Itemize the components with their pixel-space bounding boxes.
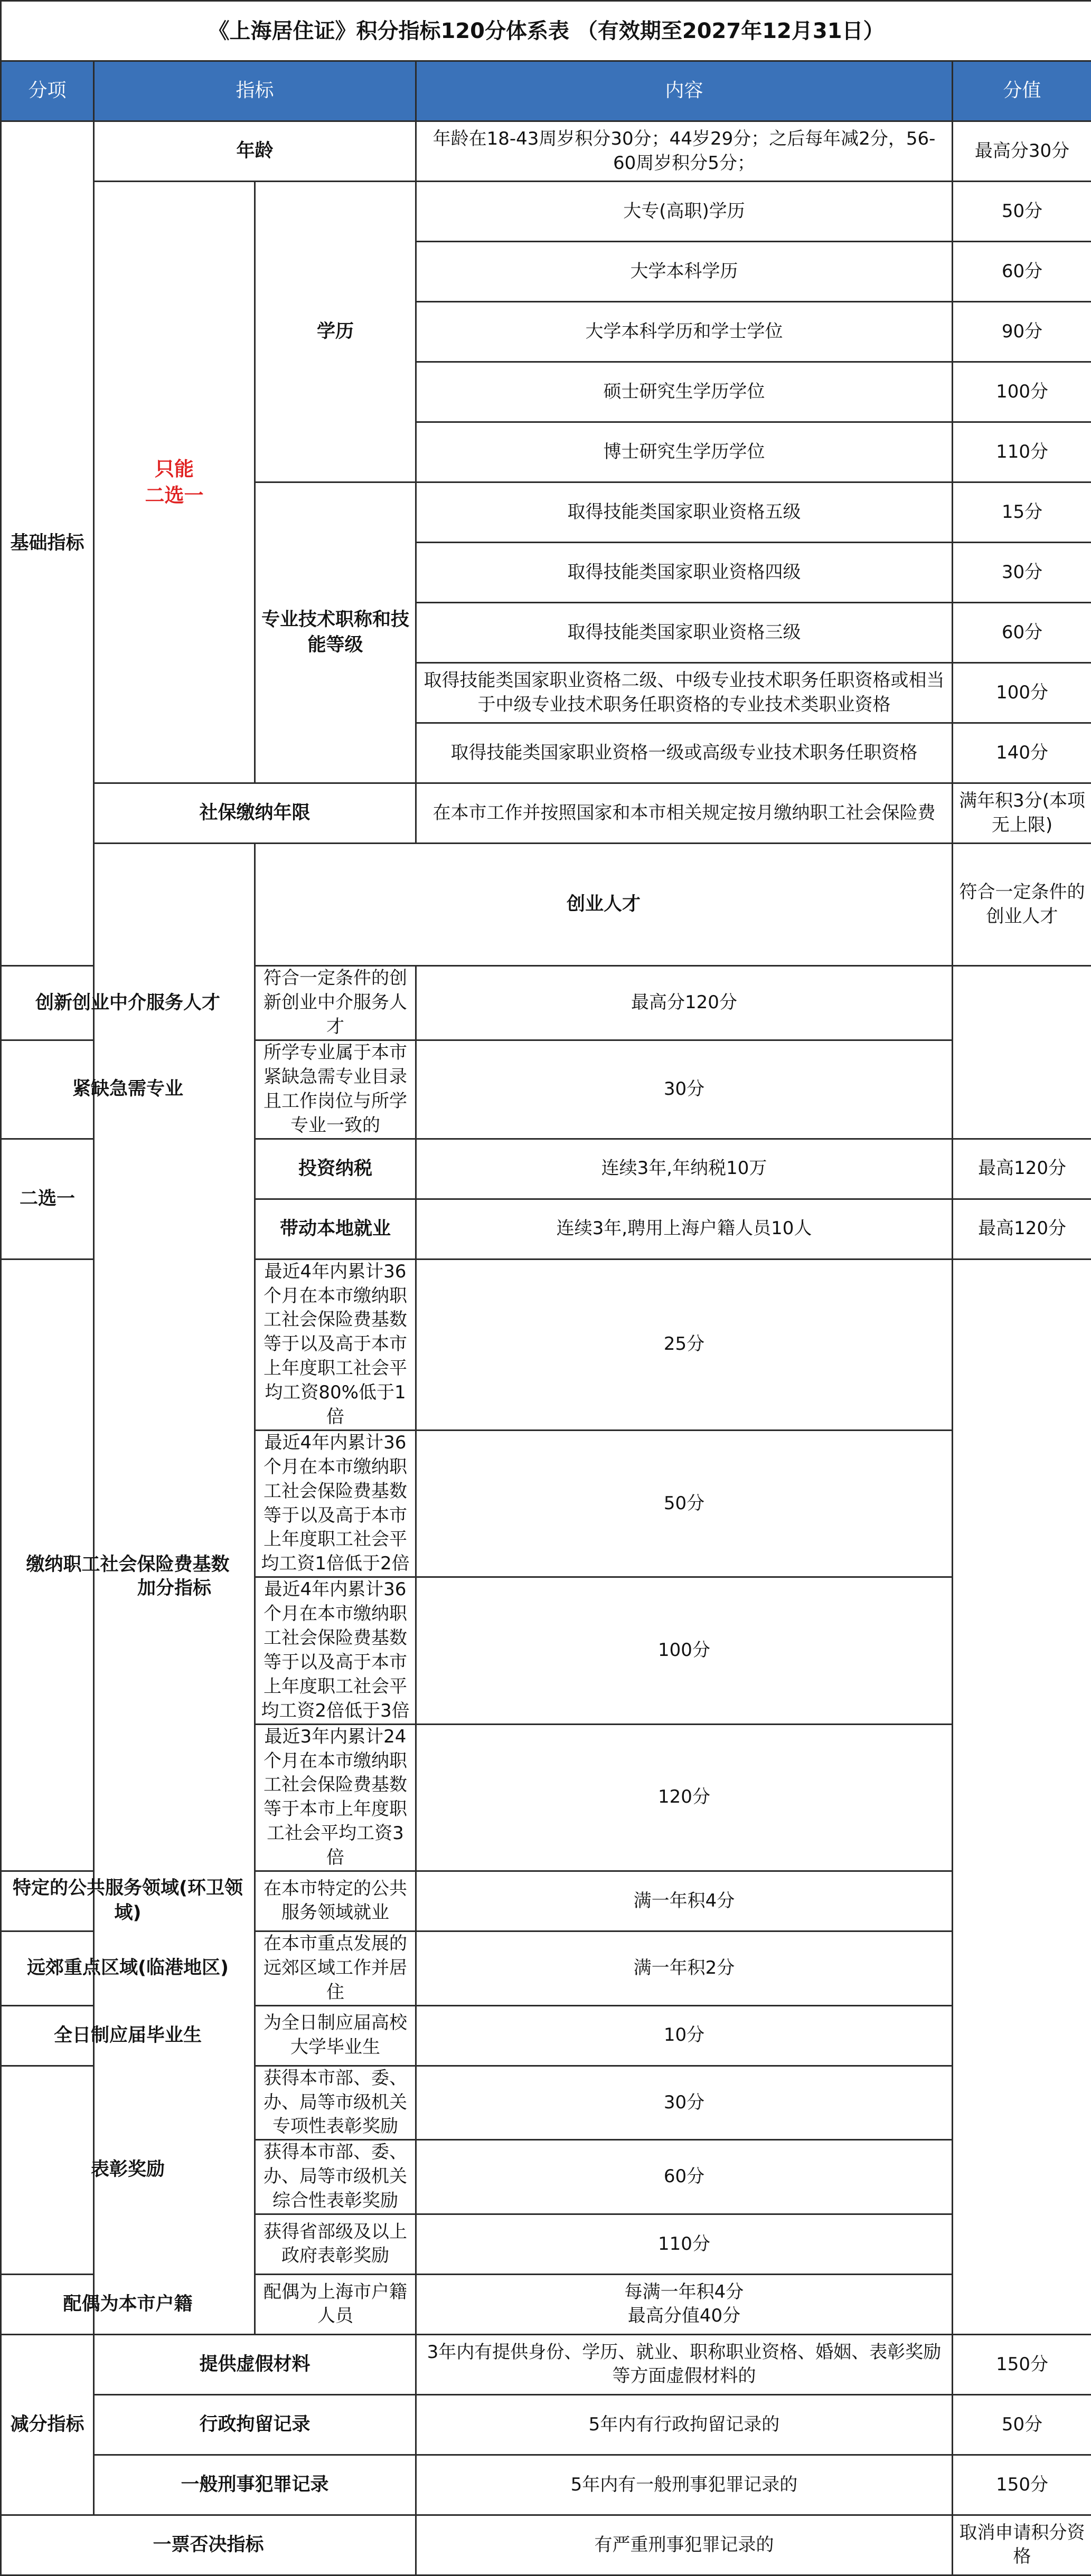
table-row [1,121,1091,182]
content-skills-2: 取得技能类国家职业资格三级 [416,603,953,663]
score-insurance-2: 100分 [416,1577,953,1724]
category-deduct: 减分指标 [1,2334,94,2515]
content-education-0: 大专(高职)学历 [416,182,953,242]
table-title: 《上海居住证》积分指标120分体系表 （有效期至2027年12月31日） [1,1,1091,61]
indicator-insurance: 缴纳职工社会保险费基数 [1,1259,255,1871]
category-basic: 基础指标 [1,121,94,966]
table-row [1,2455,1091,2515]
header-row [1,61,1091,121]
score-insurance-1: 50分 [416,1430,953,1577]
table-row [1,1871,1091,1931]
score-intermediary: 最高分120分 [416,966,953,1040]
indicator-criminal: 一般刑事犯罪记录 [94,2455,416,2515]
score-public-service: 满一年积4分 [416,1871,953,1931]
score-fake: 150分 [953,2334,1091,2394]
content-award-0: 获得本市部、委、办、局等市级机关专项性表彰奖励 [255,2066,416,2140]
content-entrepreneur: 符合一定条件的创业人才 [953,844,1091,966]
score-suburb: 满一年积2分 [416,1931,953,2005]
score-education-0: 50分 [953,182,1091,242]
score-detention: 50分 [953,2394,1091,2455]
score-social: 满年积3分(本项无上限) [953,783,1091,844]
content-insurance-2: 最近4年内累计36个月在本市缴纳职工社会保险费基数等于以及高于本市上年度职工社会平均工资2倍低于3倍 [255,1577,416,1724]
table-row [1,2334,1091,2394]
content-public-service: 在本市特定的公共服务领域就业 [255,1871,416,1931]
content-spouse: 配偶为上海市户籍人员 [255,2274,416,2334]
score-veto: 取消申请积分资格 [953,2515,1091,2575]
score-skills-3: 100分 [953,663,1091,723]
content-education-1: 大学本科学历 [416,242,953,302]
indicator-fake: 提供虚假材料 [94,2334,416,2394]
content-suburb: 在本市重点发展的远郊区域工作并居住 [255,1931,416,2005]
indicator-skills: 专业技术职称和技能等级 [255,482,416,783]
indicator-public-service: 特定的公共服务领域(环卫领域) [1,1871,255,1931]
score-skills-2: 60分 [953,603,1091,663]
header-category: 分项 [1,61,94,121]
indicator-veto: 一票否决指标 [1,2515,416,2575]
header-content: 内容 [416,61,953,121]
indicator-age: 年龄 [94,121,416,182]
content-insurance-1: 最近4年内累计36个月在本市缴纳职工社会保险费基数等于以及高于本市上年度职工社会平均工资1倍低于2倍 [255,1430,416,1577]
content-employ: 连续3年,聘用上海户籍人员10人 [416,1199,953,1259]
score-education-4: 110分 [953,422,1091,482]
content-shortage: 所学专业属于本市紧缺急需专业目录且工作岗位与所学专业一致的 [255,1040,416,1139]
content-skills-0: 取得技能类国家职业资格五级 [416,482,953,543]
score-education-2: 90分 [953,302,1091,362]
indicator-shortage: 紧缺急需专业 [1,1040,255,1139]
indicator-graduate: 全日制应届毕业生 [1,2005,255,2066]
content-fake: 3年内有提供身份、学历、就业、职称职业资格、婚姻、表彰奖励等方面虚假材料的 [416,2334,953,2394]
indicator-spouse: 配偶为本市户籍 [1,2274,255,2334]
content-skills-3: 取得技能类国家职业资格二级、中级专业技术职务任职资格或相当于中级专业技术职务任职资格的专业技术类职业资格 [416,663,953,723]
table-row [1,182,1091,242]
table-row [1,2515,1091,2575]
content-insurance-0: 最近4年内累计36个月在本市缴纳职工社会保险费基数等于以及高于本市上年度职工社会平均工资80%低于1倍 [255,1259,416,1430]
content-graduate: 为全日制应届高校大学毕业生 [255,2005,416,2066]
content-skills-1: 取得技能类国家职业资格四级 [416,543,953,603]
content-intermediary: 符合一定条件的创新创业中介服务人才 [255,966,416,1040]
title-row [1,1,1091,61]
content-skills-4: 取得技能类国家职业资格一级或高级专业技术职务任职资格 [416,723,953,783]
table-row [1,783,1091,844]
score-award-2: 110分 [416,2214,953,2274]
score-skills-0: 15分 [953,482,1091,543]
score-education-3: 100分 [953,362,1091,422]
score-insurance-0: 25分 [416,1259,953,1430]
indicator-intermediary: 创新创业中介服务人才 [1,966,255,1040]
score-skills-4: 140分 [953,723,1091,783]
score-insurance-3: 120分 [416,1724,953,1871]
table-row [1,844,1091,966]
indicator-detention: 行政拘留记录 [94,2394,416,2455]
score-education-1: 60分 [953,242,1091,302]
score-spouse: 每满一年积4分 最高分值40分 [416,2274,953,2334]
content-age: 年龄在18-43周岁积分30分；44岁29分；之后每年减2分，56-60周岁积分5分； [416,121,953,182]
content-education-2: 大学本科学历和学士学位 [416,302,953,362]
content-award-2: 获得省部级及以上政府表彰奖励 [255,2214,416,2274]
score-graduate: 10分 [416,2005,953,2066]
score-invest: 最高120分 [953,1139,1091,1199]
table-row [1,1040,1091,1139]
content-detention: 5年内有行政拘留记录的 [416,2394,953,2455]
indicator-either: 二选一 [1,1139,94,1259]
indicator-suburb: 远郊重点区域(临港地区) [1,1931,255,2005]
table-row [1,2394,1091,2455]
indicator-education: 学历 [255,182,416,482]
score-age: 最高分30分 [953,121,1091,182]
indicator-employ: 带动本地就业 [255,1199,416,1259]
table-row [1,2005,1091,2066]
score-award-1: 60分 [416,2140,953,2214]
score-employ: 最高120分 [953,1199,1091,1259]
table-row [1,2274,1091,2334]
indicator-entrepreneur: 创业人才 [255,844,953,966]
score-skills-1: 30分 [953,543,1091,603]
header-indicator: 指标 [94,61,416,121]
score-criminal: 150分 [953,2455,1091,2515]
score-award-0: 30分 [416,2066,953,2140]
score-shortage: 30分 [416,1040,953,1139]
indicator-social: 社保缴纳年限 [94,783,416,844]
content-education-3: 硕士研究生学历学位 [416,362,953,422]
content-criminal: 5年内有一般刑事犯罪记录的 [416,2455,953,2515]
content-invest: 连续3年,年纳税10万 [416,1139,953,1199]
table-row [1,1931,1091,2005]
content-insurance-3: 最近3年内累计24个月在本市缴纳职工社会保险费基数等于本市上年度职工社会平均工资3倍 [255,1724,416,1871]
table-row [1,1259,1091,1430]
indicator-award: 表彰奖励 [1,2066,255,2274]
header-score: 分值 [953,61,1091,121]
table-row [1,2066,1091,2140]
indicator-invest: 投资纳税 [255,1139,416,1199]
table-row [1,966,1091,1040]
choose-one-note: 只能 二选一 [94,182,255,783]
content-social: 在本市工作并按照国家和本市相关规定按月缴纳职工社会保险费 [416,783,953,844]
content-veto: 有严重刑事犯罪记录的 [416,2515,953,2575]
content-education-4: 博士研究生学历学位 [416,422,953,482]
category-bonus: 加分指标 [94,844,255,2335]
content-award-1: 获得本市部、委、办、局等市级机关综合性表彰奖励 [255,2140,416,2214]
